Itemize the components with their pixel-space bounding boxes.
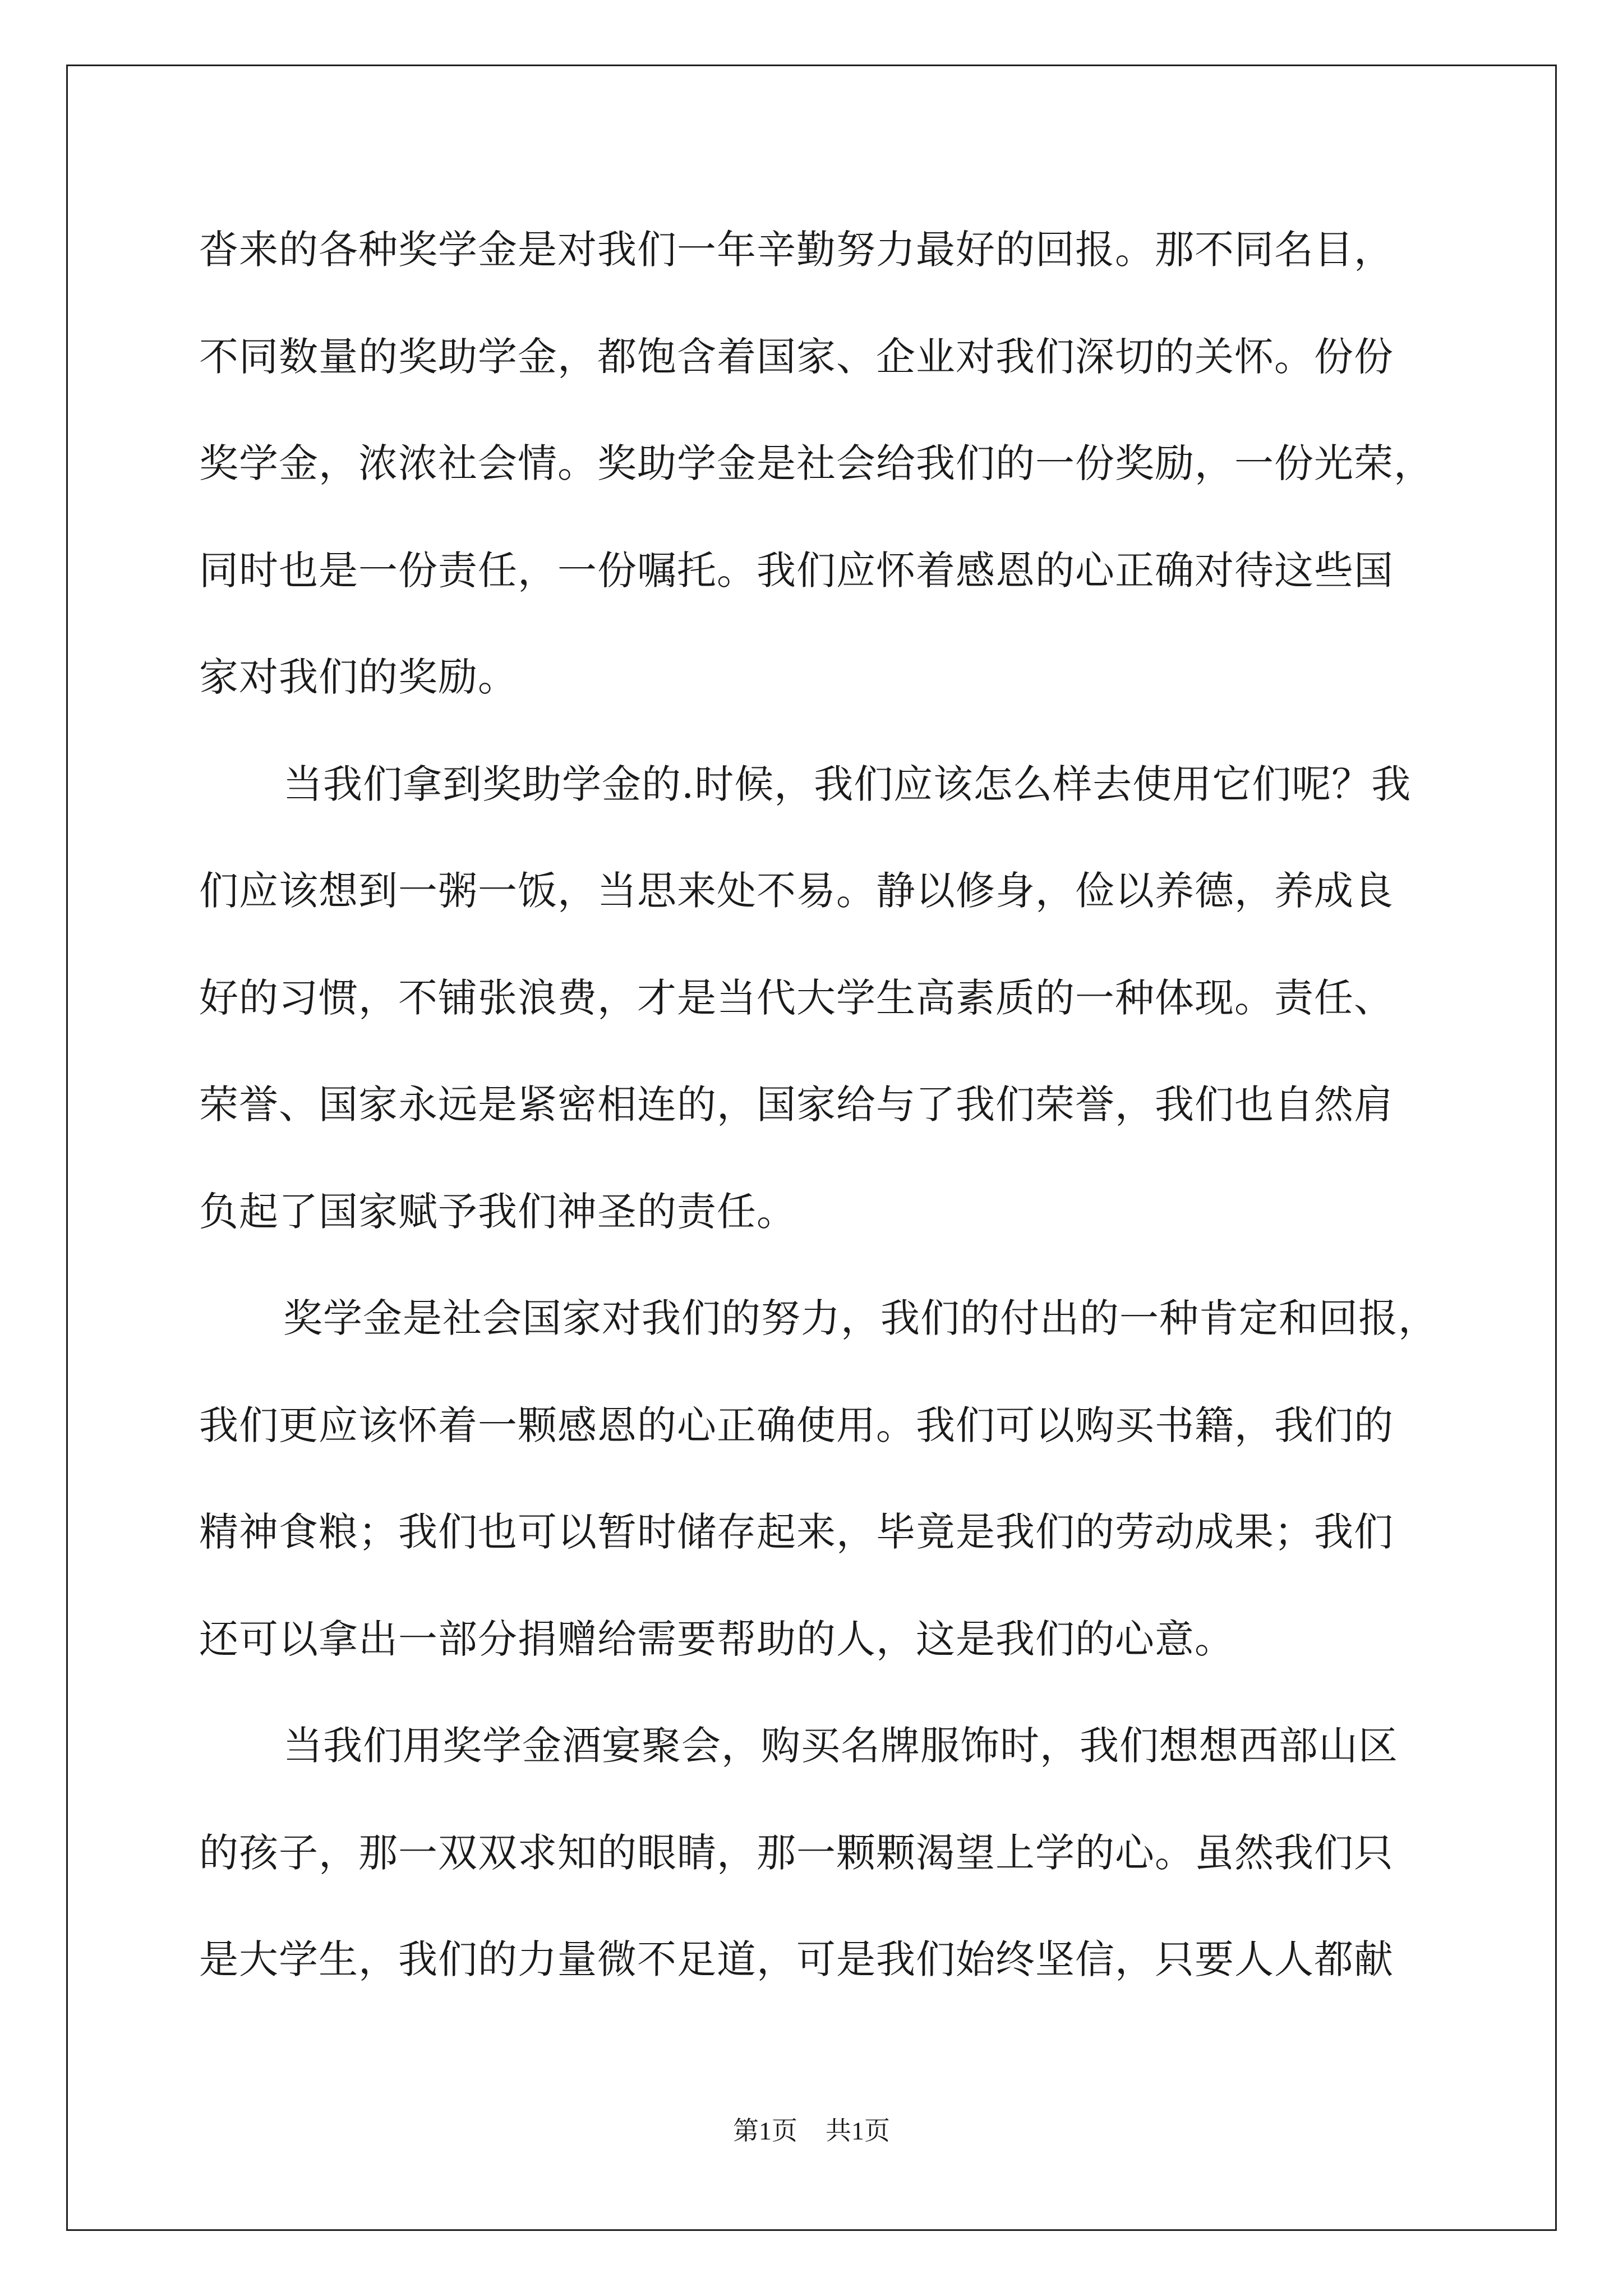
text-line: 们应该想到一粥一饭，当思来处不易。静以修身，俭以养德，养成良 [199, 868, 1394, 914]
text-line: 同时也是一份责任，一份嘱托。我们应怀着感恩的心正确对待这些国 [199, 547, 1394, 593]
text-line: 不同数量的奖助学金，都饱含着国家、企业对我们深切的关怀。份份 [199, 333, 1394, 380]
text-line: 是大学生，我们的力量微不足道，可是我们始终坚信，只要人人都献 [199, 1936, 1394, 1982]
text-line: 我们更应该怀着一颗感恩的心正确使用。我们可以购买书籍，我们的 [199, 1402, 1394, 1448]
page-number: 第1页 [733, 2116, 797, 2145]
document-body [199, 219, 1438, 2036]
text-line: 荣誉、国家永远是紧密相连的，国家给与了我们荣誉，我们也自然肩 [199, 1082, 1394, 1128]
text-line: 负起了国家赋予我们神圣的责任。 [199, 1188, 796, 1235]
paragraph-first-line: 奖学金是社会国家对我们的努力，我们的付出的一种肯定和回报， [283, 1295, 1438, 1341]
paragraph-first-line: 当我们用奖学金酒宴聚会，购买名牌服饰时，我们想想西部山区 [283, 1723, 1398, 1769]
text-line: 沓来的各种奖学金是对我们一年辛勤努力最好的回报。那不同名目， [199, 227, 1394, 273]
text-line: 还可以拿出一部分捐赠给需要帮助的人，这是我们的心意。 [199, 1616, 1234, 1662]
text-line: 的孩子，那一双双求知的眼睛，那一颗颗渴望上学的心。虽然我们只 [199, 1829, 1394, 1876]
text-line: 精神食粮；我们也可以暂时储存起来，毕竟是我们的劳动成果；我们 [199, 1509, 1394, 1555]
text-line: 家对我们的奖励。 [199, 654, 518, 700]
page-total: 共1页 [826, 2116, 890, 2145]
text-line: 好的习惯，不铺张浪费，才是当代大学生高素质的一种体现。责任、 [199, 974, 1394, 1021]
paragraph-first-line: 当我们拿到奖助学金的.时候，我们应该怎么样去使用它们呢？我 [283, 761, 1412, 807]
page-footer [0, 2110, 1623, 2147]
text-line: 奖学金，浓浓社会情。奖助学金是社会给我们的一份奖励，一份光荣， [199, 440, 1433, 486]
